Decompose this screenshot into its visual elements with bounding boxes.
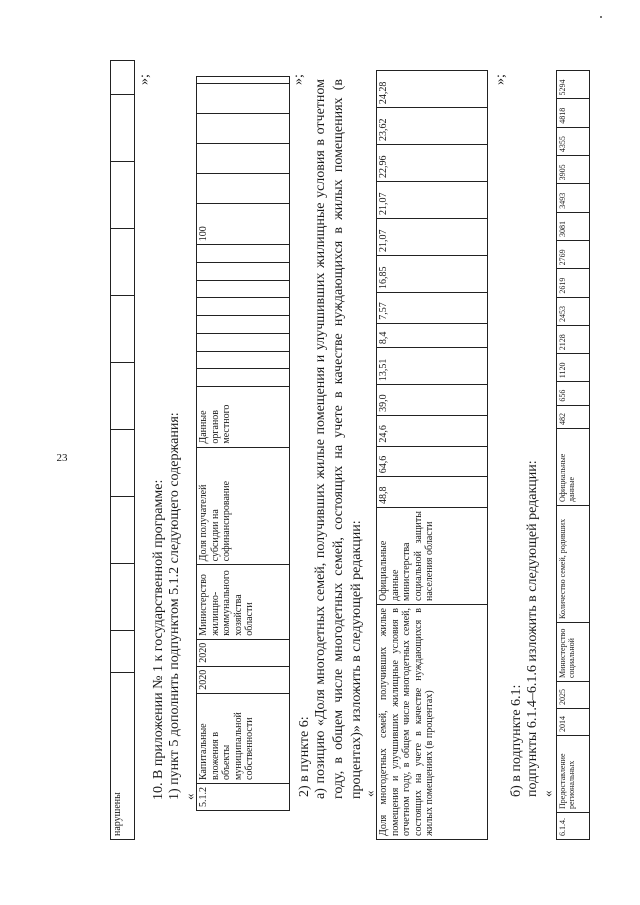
value-cell: 39,0 xyxy=(377,385,488,416)
value-cell: 24,28 xyxy=(377,71,488,108)
top-partial-table xyxy=(110,60,135,840)
item-b-heading: б) в подпункте 6.1: xyxy=(509,684,524,797)
indicator-name: Доля многодетных семей, получивших жилые помещения и улучшивших жилищные условия в отчетном году, в общем числе многодетных семей, состоящих на учете в качестве нуждающихся в жилых помещениях (в процентах) xyxy=(377,605,488,840)
year-end: 2020 xyxy=(197,639,290,666)
value-cell: 21,07 xyxy=(377,219,488,256)
row-num: 5.1.2 xyxy=(197,784,290,811)
value-cell: 4818 xyxy=(557,99,590,127)
value-cell: 2769 xyxy=(557,241,590,269)
executor: Министерство социальной xyxy=(557,623,590,682)
value-cell: 21,07 xyxy=(377,182,488,219)
value-cell: 22,96 xyxy=(377,145,488,182)
value-cell: 3493 xyxy=(557,184,590,212)
open-quote-1: « xyxy=(182,793,197,800)
table-5-1-2 xyxy=(196,76,290,811)
open-quote-3: « xyxy=(540,790,555,797)
section-10-item-1: 1) пункт 5 дополнить подпунктом 5.1.2 следующего содержания: xyxy=(167,412,182,800)
item-b-text: подпункты 6.1.4–6.1.6 изложить в следующей редакции: xyxy=(525,460,540,797)
value-cell: 656 xyxy=(557,382,590,405)
year-end: 2025 xyxy=(557,682,590,709)
value-cell: 3905 xyxy=(557,156,590,184)
table-512-close-quote: »; xyxy=(291,74,306,85)
page-number: 23 xyxy=(56,452,68,464)
value-cell: 13,51 xyxy=(377,348,488,385)
value-cell: 64,6 xyxy=(377,446,488,477)
table-6-close-quote: »; xyxy=(493,74,508,85)
value-cell: 482 xyxy=(557,405,590,428)
value-cell: 24,6 xyxy=(377,415,488,446)
data-source: Официальные данные xyxy=(557,429,590,506)
row-num: 6.1.4. xyxy=(557,813,590,840)
value-cell: 7,57 xyxy=(377,292,488,323)
value-cell: 2128 xyxy=(557,325,590,353)
row-name: Капитальные вложения в объекты муниципальной собственности xyxy=(197,693,290,783)
indicator: Количество семей, родивших xyxy=(557,506,590,623)
value-cell: 2619 xyxy=(557,269,590,297)
indicator-source: Официальные данные министерства социальной защиты населения области xyxy=(377,508,488,605)
table-6-row xyxy=(376,70,488,840)
year-start: 2020 xyxy=(197,666,290,693)
value-cell: 4355 xyxy=(557,127,590,155)
data-source: Данные органов местного xyxy=(197,387,290,448)
value-cell: 8,4 xyxy=(377,323,488,347)
open-quote-2: « xyxy=(362,790,377,797)
indicator: Доля получателей субсидии на софинансирование xyxy=(197,447,290,565)
value-cell: 23,62 xyxy=(377,108,488,145)
top-table-cell: нарушены xyxy=(111,673,135,840)
table-6-1-4 xyxy=(556,70,590,840)
section-10-heading: 10. В приложении № 1 к государственной программе: xyxy=(151,479,166,800)
value-cell: 1120 xyxy=(557,354,590,382)
item-2-paragraph-a: а) позицию «Доля многодетных семей, получивших жилые помещения и улучшивших жилищные условия в отчетном году, в общем числе многодетных семей, состоящих на учете в качестве нуждающихся в жилых помещениях (в процентах)» изложить в следующей редакции: xyxy=(313,79,364,799)
value-cell: 16,85 xyxy=(377,256,488,293)
value-cell: 48,8 xyxy=(377,477,488,508)
year-start: 2014 xyxy=(557,709,590,736)
target-value: 100 xyxy=(197,204,290,245)
row-name: Предоставление региональных xyxy=(557,736,590,813)
executor: Министерство жилищно-коммунального хозяйства области xyxy=(197,565,290,639)
value-cell: 2453 xyxy=(557,297,590,325)
item-2-heading: 2) в пункте 6: xyxy=(297,716,312,797)
value-cell: 5294 xyxy=(557,71,590,99)
value-cell: 3081 xyxy=(557,212,590,240)
top-table-close-quote: »; xyxy=(137,74,152,85)
